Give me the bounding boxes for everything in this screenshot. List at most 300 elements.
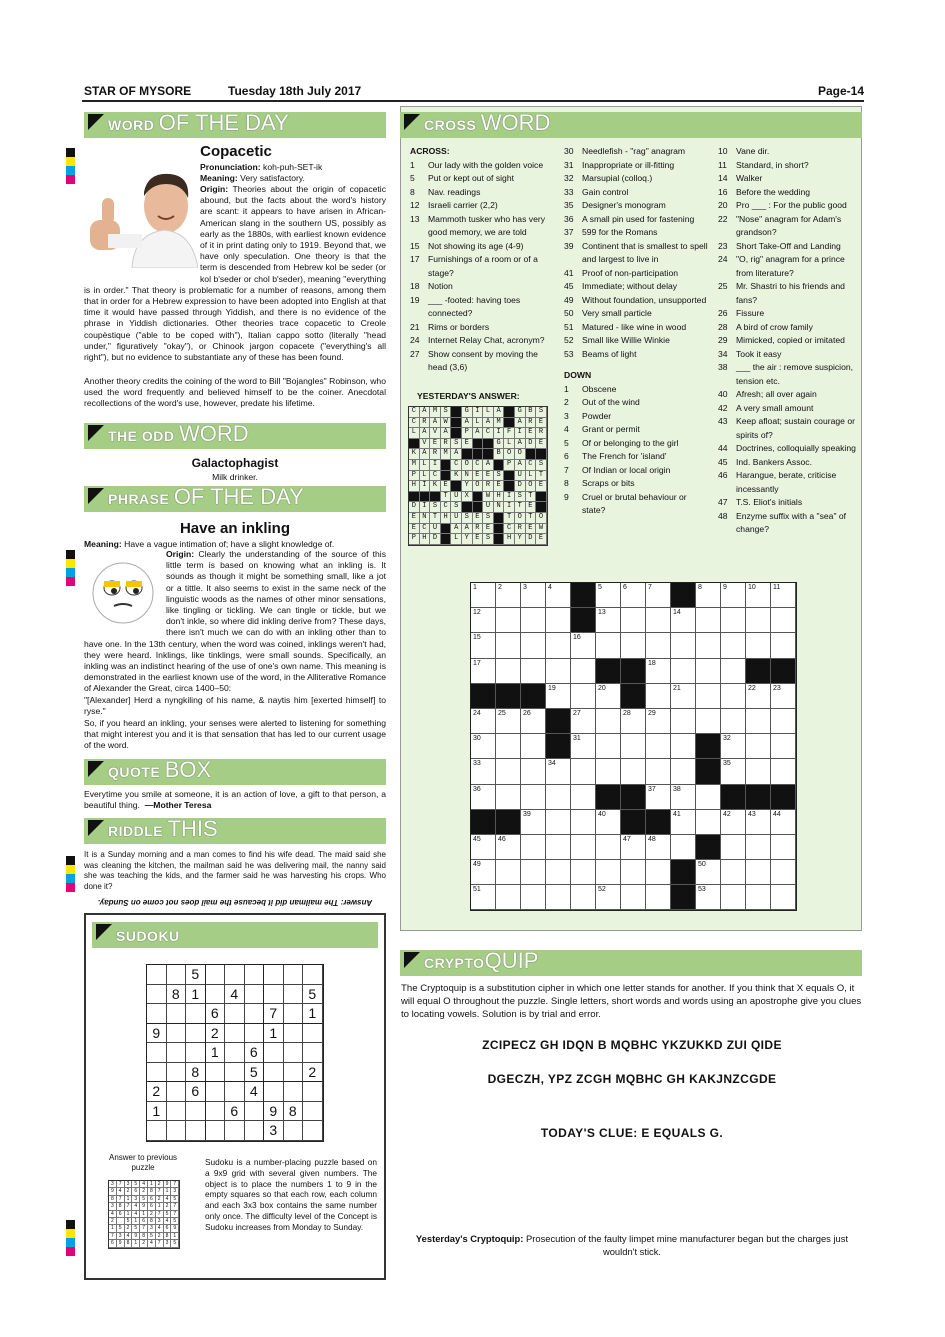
sudoku-cell[interactable] (264, 1043, 284, 1063)
sudoku-answer-cell: 3 (132, 1196, 140, 1203)
crossword-cell[interactable] (746, 835, 771, 860)
answer-cell: A (483, 460, 494, 471)
crossword-cell[interactable]: 52 (596, 885, 621, 910)
sudoku-cell[interactable] (303, 1121, 323, 1141)
sudoku-answer-grid (108, 1180, 180, 1249)
sudoku-cell[interactable] (245, 985, 265, 1005)
crossword-cell[interactable] (571, 885, 596, 910)
crossword-cell[interactable]: 43 (746, 810, 771, 835)
crossword-cell[interactable]: 12 (471, 608, 496, 633)
crossword-cell[interactable] (521, 860, 546, 885)
sudoku-cell[interactable] (206, 985, 226, 1005)
sudoku-cell[interactable] (147, 1063, 167, 1083)
answer-cell: R (430, 449, 441, 460)
answer-cell: P (462, 428, 473, 439)
crossword-cell[interactable] (596, 759, 621, 784)
sudoku-answer-cell: 2 (125, 1225, 133, 1232)
crossword-cell[interactable]: 36 (471, 785, 496, 810)
crossword-cell[interactable] (721, 835, 746, 860)
clue-item: 26 Fissure (718, 308, 765, 318)
crossword-cell[interactable] (771, 759, 796, 784)
sudoku-cell[interactable] (225, 1024, 245, 1044)
crossword-cell[interactable]: 35 (721, 759, 746, 784)
answer-cell: E (483, 524, 494, 535)
crossword-grid[interactable] (470, 582, 797, 911)
answer-cell: C (504, 524, 515, 535)
crossword-cell[interactable]: 53 (696, 885, 721, 910)
crossword-cell[interactable] (571, 659, 596, 684)
clue-item: 50 Very small particle (564, 308, 652, 318)
sudoku-cell[interactable] (225, 965, 245, 985)
crossword-cell[interactable]: 4 (546, 583, 571, 608)
clue-item: 37 599 for the Romans (564, 227, 658, 237)
sudoku-cell[interactable] (284, 965, 304, 985)
answer-cell (462, 502, 473, 513)
sudoku-cell[interactable] (147, 1121, 167, 1141)
sudoku-cell[interactable] (147, 965, 167, 985)
crossword-cell[interactable]: 1 (471, 583, 496, 608)
crossword-cell[interactable]: 10 (746, 583, 771, 608)
crossword-cell[interactable] (671, 835, 696, 860)
sudoku-answer-cell: 7 (156, 1240, 164, 1247)
crossword-cell[interactable]: 32 (721, 734, 746, 759)
crossword-cell[interactable] (646, 759, 671, 784)
answer-cell: E (536, 418, 547, 429)
crossword-cell[interactable] (696, 659, 721, 684)
crossword-cell[interactable] (646, 885, 671, 910)
crossword-cell[interactable]: 50 (696, 860, 721, 885)
answer-cell: H (494, 492, 505, 503)
crossword-cell[interactable] (521, 885, 546, 910)
answer-cell: T (526, 513, 537, 524)
crossword-cell[interactable] (721, 860, 746, 885)
crossword-cell[interactable] (521, 835, 546, 860)
crossword-cell[interactable] (496, 885, 521, 910)
crossword-cell[interactable]: 22 (746, 684, 771, 709)
crossword-cell[interactable] (696, 709, 721, 734)
crossword-cell[interactable]: 14 (671, 608, 696, 633)
crossword-cell[interactable]: 3 (521, 583, 546, 608)
sudoku-cell[interactable] (303, 1102, 323, 1122)
sudoku-answer-cell (117, 1218, 125, 1225)
sudoku-cell[interactable] (147, 1004, 167, 1024)
sudoku-answer-cell: 1 (109, 1225, 117, 1232)
crossword-cell[interactable] (671, 734, 696, 759)
sudoku-cell[interactable] (303, 1043, 323, 1063)
sudoku-cell[interactable] (264, 1082, 284, 1102)
crossword-cell[interactable]: 7 (646, 583, 671, 608)
crossword-cell[interactable] (521, 608, 546, 633)
crossword-cell[interactable]: 11 (771, 583, 796, 608)
sudoku-cell[interactable] (284, 1043, 304, 1063)
crossword-cell[interactable] (771, 734, 796, 759)
sudoku-answer-cell: 9 (117, 1240, 125, 1247)
crossword-cell[interactable]: 23 (771, 684, 796, 709)
sudoku-cell[interactable] (303, 965, 323, 985)
sudoku-cell[interactable] (186, 1043, 206, 1063)
crossword-cell[interactable]: 26 (521, 709, 546, 734)
clue-item: 31 Inappropriate or ill-fitting (564, 159, 675, 170)
crossword-cell[interactable]: 25 (496, 709, 521, 734)
crossword-cell[interactable]: 27 (571, 709, 596, 734)
crossword-cell[interactable] (496, 659, 521, 684)
crossword-cell[interactable]: 47 (621, 835, 646, 860)
sudoku-cell[interactable] (186, 1024, 206, 1044)
sudoku-cell[interactable] (167, 1121, 187, 1141)
clue-item: 27 Show consent by moving the head (3,6) (410, 348, 538, 372)
crossword-cell[interactable] (721, 633, 746, 658)
sudoku-cell[interactable] (264, 965, 284, 985)
odd-word-banner: THE ODD WORD (84, 423, 386, 449)
sudoku-answer-cell: 1 (148, 1181, 156, 1188)
crossword-cell[interactable] (571, 785, 596, 810)
answer-cell (462, 449, 473, 460)
answer-cell: C (441, 502, 452, 513)
crossword-cell[interactable]: 29 (646, 709, 671, 734)
crossword-cell[interactable] (521, 785, 546, 810)
sudoku-cell[interactable] (225, 1082, 245, 1102)
crossword-block (671, 860, 696, 885)
crossword-cell[interactable] (621, 608, 646, 633)
crossword-cell[interactable] (671, 709, 696, 734)
crossword-cell[interactable] (571, 860, 596, 885)
sudoku-cell[interactable] (206, 1063, 226, 1083)
crossword-cell[interactable] (596, 860, 621, 885)
sudoku-cell[interactable] (245, 1102, 265, 1122)
sudoku-answer-cell: 5 (164, 1211, 172, 1218)
crossword-cell[interactable] (546, 885, 571, 910)
crossword-cell[interactable]: 40 (596, 810, 621, 835)
publication-name: STAR OF MYSORE (84, 84, 192, 98)
clue-item: 51 Matured - like wine in wood (564, 321, 687, 332)
sudoku-answer-cell: 4 (132, 1211, 140, 1218)
crossword-cell[interactable] (746, 885, 771, 910)
crossword-cell[interactable] (546, 659, 571, 684)
crossword-cell[interactable] (496, 734, 521, 759)
answer-cell: N (462, 471, 473, 482)
sudoku-cell[interactable] (264, 985, 284, 1005)
sudoku-cell[interactable] (284, 1082, 304, 1102)
sudoku-cell[interactable] (206, 1082, 226, 1102)
answer-cell: U (430, 524, 441, 535)
crossword-cell[interactable] (721, 608, 746, 633)
crossword-cell[interactable]: 48 (646, 835, 671, 860)
answer-cell (409, 439, 420, 450)
sudoku-answer-cell: 8 (117, 1203, 125, 1210)
crossword-cell[interactable] (746, 633, 771, 658)
crossword-cell[interactable] (696, 810, 721, 835)
sudoku-answer-cell: 2 (109, 1218, 117, 1225)
sudoku-answer-cell: 7 (140, 1225, 148, 1232)
sudoku-answer-cell: 6 (109, 1240, 117, 1247)
crossword-cell[interactable] (571, 835, 596, 860)
clue-item: 47 T.S. Eliot's initials (718, 497, 803, 507)
crossword-cell[interactable]: 19 (546, 684, 571, 709)
answer-cell: E (526, 502, 537, 513)
crossword-cell[interactable] (696, 608, 721, 633)
sudoku-cell[interactable] (167, 1063, 187, 1083)
sudoku-cell[interactable] (284, 985, 304, 1005)
crossword-cell[interactable] (746, 608, 771, 633)
crossword-block (546, 734, 571, 759)
crossword-cell[interactable]: 30 (471, 734, 496, 759)
sudoku-cell[interactable] (167, 1004, 187, 1024)
crossword-cell[interactable]: 13 (596, 608, 621, 633)
crossword-cell[interactable] (521, 659, 546, 684)
crossword-cell[interactable]: 5 (596, 583, 621, 608)
clue-item: 12 Israeli carrier (2,2) (410, 200, 498, 210)
sudoku-cell[interactable] (167, 1024, 187, 1044)
crossword-block (546, 709, 571, 734)
sudoku-cell[interactable] (245, 1024, 265, 1044)
crossword-cell[interactable] (721, 684, 746, 709)
crossword-cell[interactable] (771, 709, 796, 734)
crossword-cell[interactable] (621, 734, 646, 759)
crossword-cell[interactable] (771, 885, 796, 910)
crossword-cell[interactable]: 41 (671, 810, 696, 835)
sudoku-cell[interactable] (186, 1102, 206, 1122)
crossword-cell[interactable] (496, 860, 521, 885)
crossword-cell[interactable] (696, 633, 721, 658)
sudoku-cell: 8 (284, 1102, 304, 1122)
crossword-cell[interactable] (696, 785, 721, 810)
crossword-cell[interactable] (696, 684, 721, 709)
crossword-cell[interactable] (721, 885, 746, 910)
crossword-cell[interactable]: 38 (671, 785, 696, 810)
answer-cell: A (420, 407, 431, 418)
crossword-block (771, 659, 796, 684)
sudoku-answer-cell: 6 (148, 1196, 156, 1203)
crossword-cell[interactable]: 45 (471, 835, 496, 860)
crossword-cell[interactable] (646, 633, 671, 658)
crossword-cell[interactable]: 31 (571, 734, 596, 759)
sudoku-cell[interactable] (284, 1024, 304, 1044)
crossword-cell[interactable] (546, 785, 571, 810)
sudoku-cell: 9 (147, 1024, 167, 1044)
answer-cell: I (494, 428, 505, 439)
crossword-cell[interactable]: 18 (646, 659, 671, 684)
crossword-cell[interactable] (771, 835, 796, 860)
sudoku-cell[interactable] (206, 1121, 226, 1141)
crossword-cell[interactable] (646, 734, 671, 759)
sudoku-grid[interactable] (146, 964, 324, 1142)
sudoku-cell: 1 (147, 1102, 167, 1122)
sudoku-cell: 3 (264, 1121, 284, 1141)
sudoku-cell[interactable] (225, 1121, 245, 1141)
crossword-cell[interactable]: 42 (721, 810, 746, 835)
crossword-cell[interactable] (546, 835, 571, 860)
word-pronunciation: Pronunciation: koh-puh-SET-ik (200, 162, 323, 172)
crossword-cell[interactable]: 9 (721, 583, 746, 608)
sudoku-cell[interactable] (284, 1063, 304, 1083)
crossword-cell[interactable] (521, 759, 546, 784)
answer-cell (420, 492, 431, 503)
answer-cell (494, 513, 505, 524)
answer-cell: T (515, 502, 526, 513)
crossword-cell[interactable]: 20 (596, 684, 621, 709)
answer-cell: S (494, 471, 505, 482)
crossword-cell[interactable] (721, 709, 746, 734)
crossword-cell[interactable]: 24 (471, 709, 496, 734)
crossword-cell[interactable]: 28 (621, 709, 646, 734)
crossword-cell[interactable] (621, 885, 646, 910)
crossword-cell[interactable] (671, 633, 696, 658)
sudoku-cell: 6 (245, 1043, 265, 1063)
crossword-cell[interactable] (646, 608, 671, 633)
sudoku-cell[interactable] (245, 1121, 265, 1141)
answer-cell (494, 460, 505, 471)
sudoku-cell[interactable] (264, 1063, 284, 1083)
crossword-cell[interactable] (671, 659, 696, 684)
crossword-cell[interactable] (671, 759, 696, 784)
crossword-cell[interactable]: 17 (471, 659, 496, 684)
crossword-cell[interactable] (521, 734, 546, 759)
answer-cell (451, 407, 462, 418)
answer-cell: C (526, 460, 537, 471)
word-origin: Origin: Theories about the origin of copacetic abound, but the facts about the word's history are scant: it appears to have arisen in African-American slang in the southern US, possibly as early as the 1880s, with earliest known evidence of it in print dating only to 1919. Beyond that, we have only speculation. One theory is that the term is descended from Hebrew kol be seder (or kol b'seder or chol b'seder), meaning "everything is in order." That theory is problematic for a number of reasons, among them that in order for a Hebrew expression to have been adopted into English at that time it would have passed through Yiddish, and there is no evidence of the phrase in Yiddish dictionaries. Other theories trace copacetic to Creole coupèstique ("able to be coped with"), Italian cappo sotto (literally "head under," figuratively "okay"), or Chinook jargon copacete ("everything's all right"), but no evidence to substantiate any of these has been found. (84, 184, 386, 363)
answer-cell: E (409, 513, 420, 524)
answer-cell: R (420, 418, 431, 429)
sudoku-cell[interactable] (225, 1043, 245, 1063)
clue-item: 4 Grant or permit (564, 424, 640, 434)
answer-cell: T (430, 513, 441, 524)
answer-cell: E (473, 534, 484, 545)
sudoku-cell[interactable] (284, 1004, 304, 1024)
crossword-cell[interactable]: 44 (771, 810, 796, 835)
answer-cell: I (473, 407, 484, 418)
clue-item: 24 Internet Relay Chat, acronym? (410, 335, 545, 345)
crossword-cell[interactable]: 21 (671, 684, 696, 709)
crossword-cell[interactable] (721, 659, 746, 684)
sudoku-answer-cell: 2 (156, 1233, 164, 1240)
sudoku-answer-cell: 5 (140, 1196, 148, 1203)
answer-cell: F (504, 428, 515, 439)
answer-cell: E (526, 428, 537, 439)
crossword-cell[interactable]: 2 (496, 583, 521, 608)
sudoku-cell[interactable] (225, 1063, 245, 1083)
crossword-cell[interactable] (546, 633, 571, 658)
crossword-cell[interactable] (571, 684, 596, 709)
answer-cell: C (473, 460, 484, 471)
sudoku-cell[interactable] (206, 965, 226, 985)
crossword-cell[interactable] (746, 759, 771, 784)
crossword-cell[interactable] (746, 734, 771, 759)
answer-cell: L (504, 439, 515, 450)
crossword-cell[interactable] (621, 633, 646, 658)
sudoku-cell[interactable] (147, 1043, 167, 1063)
sudoku-cell[interactable] (167, 1082, 187, 1102)
crossword-cell[interactable]: 8 (696, 583, 721, 608)
crossword-cell[interactable] (621, 860, 646, 885)
crossword-cell[interactable] (596, 734, 621, 759)
crossword-cell[interactable] (771, 608, 796, 633)
answer-cell: C (430, 471, 441, 482)
crossword-block (771, 785, 796, 810)
clue-item: 48 Enzyme suffix with a "sea" of change? (718, 510, 847, 534)
crossword-cell[interactable] (621, 759, 646, 784)
crossword-cell[interactable]: 15 (471, 633, 496, 658)
crossword-cell[interactable] (546, 810, 571, 835)
crossword-block (646, 810, 671, 835)
answer-cell: O (462, 460, 473, 471)
sudoku-cell[interactable] (284, 1121, 304, 1141)
answer-cell: P (409, 534, 420, 545)
crossword-cell[interactable]: 39 (521, 810, 546, 835)
answer-cell: D (526, 534, 537, 545)
crossword-cell[interactable] (521, 633, 546, 658)
quote-text: Everytime you smile at someone, it is an action of love, a gift to that person, a beautiful thing. —Mother Teresa (84, 789, 386, 811)
crossword-cell[interactable]: 34 (546, 759, 571, 784)
sudoku-answer-cell: 9 (164, 1181, 172, 1188)
answer-cell: B (526, 407, 537, 418)
sudoku-cell[interactable] (167, 965, 187, 985)
sudoku-cell[interactable] (167, 1043, 187, 1063)
crossword-cell[interactable] (596, 709, 621, 734)
answer-cell: A (430, 418, 441, 429)
crossword-block (521, 684, 546, 709)
crossword-cell[interactable] (771, 860, 796, 885)
crossword-cell[interactable] (596, 633, 621, 658)
answer-cell: B (494, 449, 505, 460)
crossword-banner: CROSS WORD (400, 112, 862, 138)
crossword-cell[interactable]: 49 (471, 860, 496, 885)
answer-cell: I (515, 428, 526, 439)
answer-cell: R (483, 481, 494, 492)
crossword-cell[interactable]: 16 (571, 633, 596, 658)
sudoku-cell[interactable] (245, 1004, 265, 1024)
crossword-cell[interactable] (546, 860, 571, 885)
crossword-cell[interactable] (496, 633, 521, 658)
sudoku-answer-cell: 8 (164, 1233, 172, 1240)
sudoku-cell[interactable] (245, 965, 265, 985)
crossword-cell[interactable] (571, 759, 596, 784)
answer-cell: C (409, 418, 420, 429)
sudoku-cell[interactable] (225, 1004, 245, 1024)
crossword-cell[interactable] (546, 608, 571, 633)
sudoku-answer-cell: 1 (156, 1203, 164, 1210)
sudoku-cell: 5 (245, 1063, 265, 1083)
crossword-block (721, 785, 746, 810)
sudoku-answer-cell: 7 (171, 1181, 179, 1188)
sudoku-cell[interactable] (303, 1082, 323, 1102)
crossword-cell[interactable]: 33 (471, 759, 496, 784)
crossword-cell[interactable] (496, 785, 521, 810)
crossword-cell[interactable]: 37 (646, 785, 671, 810)
crossword-cell[interactable] (571, 810, 596, 835)
crossword-cell[interactable] (771, 633, 796, 658)
crossword-cell[interactable]: 51 (471, 885, 496, 910)
crossword-cell[interactable] (496, 759, 521, 784)
answer-cell: A (483, 418, 494, 429)
crossword-cell[interactable] (596, 835, 621, 860)
sudoku-cell[interactable] (186, 1004, 206, 1024)
crossword-cell[interactable] (646, 684, 671, 709)
answer-cell: L (409, 428, 420, 439)
crossword-cell[interactable] (646, 860, 671, 885)
answer-cell: E (526, 524, 537, 535)
sudoku-cell[interactable] (303, 1024, 323, 1044)
sudoku-cell[interactable] (186, 1121, 206, 1141)
sudoku-cell[interactable] (167, 1102, 187, 1122)
sudoku-cell[interactable] (147, 985, 167, 1005)
crossword-cell[interactable] (746, 709, 771, 734)
sudoku-answer-cell: 5 (148, 1233, 156, 1240)
sudoku-cell[interactable] (206, 1102, 226, 1122)
crossword-cell[interactable] (746, 860, 771, 885)
crossword-cell[interactable]: 6 (621, 583, 646, 608)
crossword-cell[interactable] (496, 608, 521, 633)
crossword-cell[interactable]: 46 (496, 835, 521, 860)
